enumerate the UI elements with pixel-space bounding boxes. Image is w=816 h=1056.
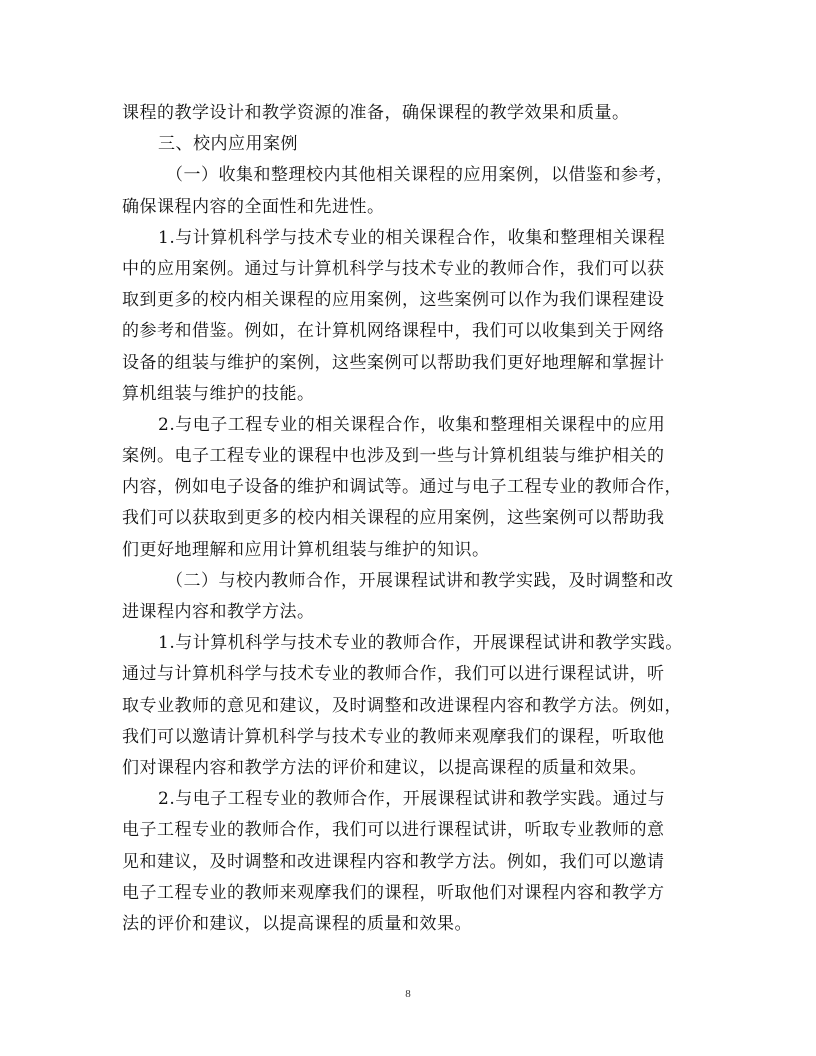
text-line: 1.与计算机科学与技术专业的相关课程合作，收集和整理相关课程 (158, 227, 666, 248)
page-number: 8 (405, 988, 411, 1000)
text-line: 课程的教学设计和教学资源的准备，确保课程的教学效果和质量。 (122, 103, 630, 123)
text-line: 电子工程专业的教师来观摩我们的课程，听取他们对课程内容和教学方 (122, 882, 665, 903)
text-line: 取到更多的校内相关课程的应用案例，这些案例可以作为我们课程建设 (122, 290, 665, 311)
text-line: 取专业教师的意见和建议，及时调整和改进课程内容和教学方法。例如， (122, 695, 682, 716)
text-line: 见和建议，及时调整和改进课程内容和教学方法。例如，我们可以邀请 (122, 851, 665, 872)
body-text (122, 98, 702, 940)
text-line: 2.与电子工程专业的教师合作，开展课程试讲和教学实践。通过与 (158, 789, 666, 810)
text-line: 我们可以获取到更多的校内相关课程的应用案例，这些案例可以帮助我 (122, 508, 665, 529)
text-line: 中的应用案例。通过与计算机科学与技术专业的教师合作，我们可以获 (122, 258, 665, 279)
text-line: 们对课程内容和教学方法的评价和建议，以提高课程的质量和效果。 (122, 757, 647, 778)
text-line: 进课程内容和教学方法。 (122, 602, 315, 622)
text-line: 三、校内应用案例 (158, 134, 298, 155)
text-line: 们更好地理解和应用计算机组装与维护的知识。 (122, 539, 490, 560)
text-line: 法的评价和建议，以提高课程的质量和效果。 (122, 913, 472, 934)
text-line: 1.与计算机科学与技术专业的教师合作，开展课程试讲和教学实践。 (158, 633, 683, 654)
text-line: 2.与电子工程专业的相关课程合作，收集和整理相关课程中的应用 (158, 414, 666, 435)
text-line: 的参考和借鉴。例如，在计算机网络课程中，我们可以收集到关于网络 (122, 321, 665, 342)
text-line: 算机组装与维护的技能。 (122, 383, 315, 404)
text-line: 电子工程专业的教师合作，我们可以进行课程试讲，听取专业教师的意 (122, 820, 665, 841)
text-line: （二）与校内教师合作，开展课程试讲和教学实践，及时调整和改 (166, 570, 674, 591)
text-line: 通过与计算机科学与技术专业的教师合作，我们可以进行课程试讲，听 (122, 664, 665, 685)
text-line: （一）收集和整理校内其他相关课程的应用案例，以借鉴和参考， (166, 165, 674, 186)
text-line: 确保课程内容的全面性和先进性。 (122, 196, 385, 217)
text-line: 案例。电子工程专业的课程中也涉及到一些与计算机组装与维护相关的 (122, 446, 665, 467)
text-line: 内容，例如电子设备的维护和调试等。通过与电子工程专业的教师合作， (122, 477, 682, 498)
text-line: 我们可以邀请计算机科学与技术专业的教师来观摩我们的课程，听取他 (122, 726, 665, 747)
text-line: 设备的组装与维护的案例，这些案例可以帮助我们更好地理解和掌握计 (122, 352, 665, 373)
